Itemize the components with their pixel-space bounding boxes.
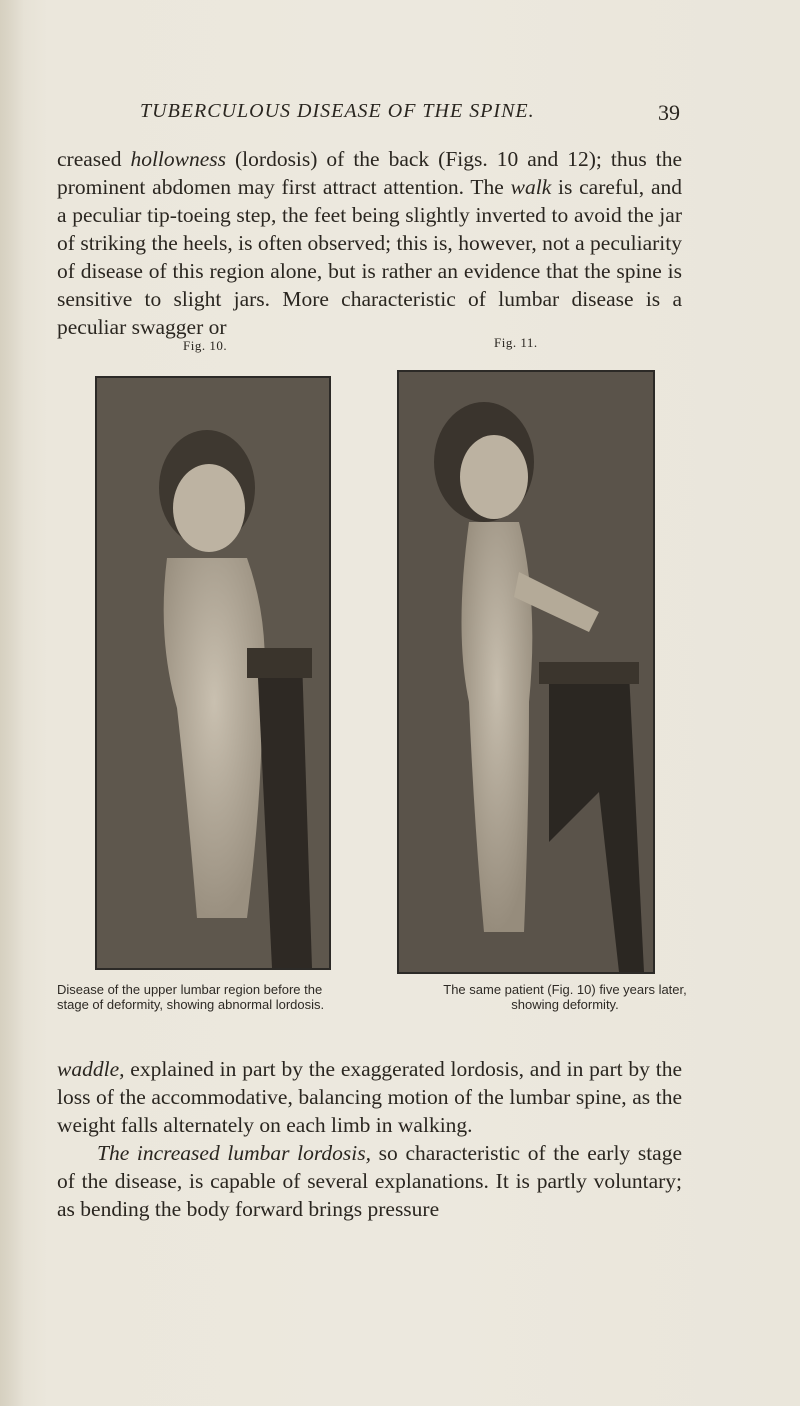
- text-run: is careful, and a peculiar tip-toeing step, the feet being slightly inverted to avoid the jar of striking the heels, is often observed; this is, however, not a peculiarity of disease of this region alone, but is rather an evidence that the spine is sensitive to slight jars. More characteristic of lumbar disease is a peculiar swagger or: [57, 175, 682, 339]
- figure-10-caption: Disease of the upper lumbar region before the stage of deformity, showing abnormal lordosis.: [57, 982, 325, 1012]
- text-run: so characteristic of the early stage of the disease, is capable of several explanations. It is partly voluntary; as bending the body forward brings pressure: [57, 1141, 682, 1221]
- italic-term-lordosis: The increased lumbar lordosis,: [97, 1141, 372, 1165]
- running-title: TUBERCULOUS DISEASE OF THE SPINE.: [140, 100, 535, 122]
- text-run: explained in part by the exaggerated lordosis, and in part by the loss of the accommodative, balancing motion of the lumbar spine, as the weight falls alternately on each limb in walking.: [57, 1057, 682, 1137]
- italic-term-walk: walk: [510, 175, 552, 199]
- child-standing-photo-illustration: [399, 372, 653, 972]
- child-standing-photo-illustration: [97, 378, 329, 968]
- figure-11-photo: [397, 370, 655, 974]
- paragraph-3: [57, 1139, 682, 1223]
- page-number: 39: [658, 100, 680, 125]
- paragraph-2: [57, 1055, 682, 1139]
- page-gutter-shadow: [0, 0, 24, 1406]
- paragraph-1: [57, 145, 682, 341]
- text-run: creased: [57, 147, 131, 171]
- figure-11-caption: The same patient (Fig. 10) five years later, showing deformity.: [443, 982, 687, 1012]
- page-header: [140, 100, 680, 140]
- text-run: (lordosis) of the back (Figs. 10 and 12); thus the prominent abdomen may first attract attention. The: [57, 147, 682, 199]
- italic-term-waddle: waddle,: [57, 1057, 125, 1081]
- figure-10-label: Fig. 10.: [183, 338, 228, 353]
- figure-10-photo: [95, 376, 331, 970]
- figure-11-label: Fig. 11.: [494, 335, 538, 350]
- italic-term-hollowness: hollowness: [130, 147, 227, 171]
